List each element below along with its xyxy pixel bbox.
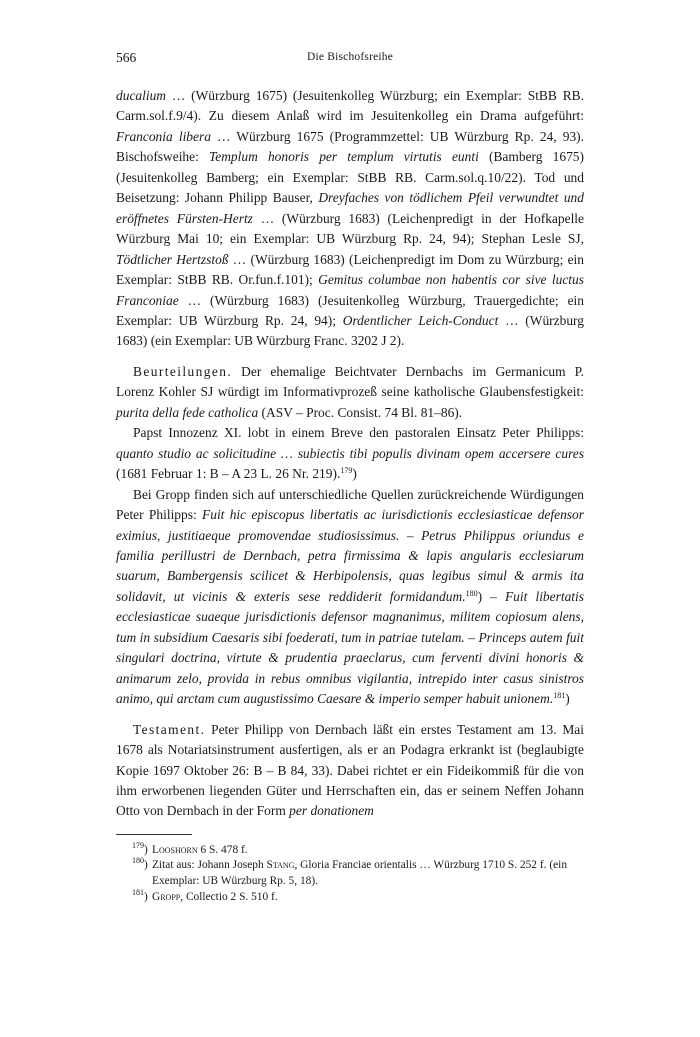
text-segment: 6 S. 478 f. bbox=[197, 843, 248, 856]
text-segment: Peter Philipp von Dernbach läßt ein erstes Testament am 13. Mai 1678 als Notariatsinstrument ausfertigen, als er an Podagra erkrankt ist (beglaubigte Kopie 1697 Oktober 26: B – B 84, 33). Dabei richtet er ein Fideikommiß für die von ihm erworbenen liegenden Güter und Herrschaften ein, das er seinem Neffen Johann Otto von Dernbach in der Form bbox=[116, 721, 584, 819]
book-page bbox=[116, 50, 584, 905]
footnote-text bbox=[152, 859, 567, 887]
text-segment: , Gloria Franciae orientalis … Würzburg 1710 S. 252 f. (ein Exemplar: UB Würzburg Rp. 5, 18). bbox=[152, 859, 568, 888]
footnote-reference: 179 bbox=[340, 466, 353, 476]
section-heading: Testament. bbox=[133, 721, 206, 737]
italic-text: quanto studio ac solicitudine … subiectis tibi populis divinam opem accersere cures bbox=[116, 445, 584, 461]
text-segment: … Würzburg 1675 (Programmzettel: UB Würzburg Rp. 24, 93). Bischofsweihe: bbox=[116, 128, 584, 165]
footnote-text bbox=[152, 891, 278, 903]
text-segment: ) – bbox=[477, 588, 505, 604]
italic-text: Ordentlicher Leich-Conduct bbox=[342, 312, 499, 328]
footnote bbox=[116, 840, 584, 859]
page-number: 566 bbox=[116, 50, 137, 65]
text-segment: , Collectio 2 S. 510 f. bbox=[180, 890, 278, 903]
text-segment: … (Würzburg 1683) (ein Exemplar: UB Würzburg Franc. 3202 J 2). bbox=[116, 312, 584, 349]
footnote-reference: 181 bbox=[553, 691, 566, 701]
footnote bbox=[116, 858, 584, 889]
footnote-number: 180 bbox=[132, 856, 144, 866]
italic-text: ducalium bbox=[116, 88, 167, 103]
paragraph-testament bbox=[116, 720, 584, 822]
text-segment: … (Würzburg 1683) (Leichenpredigt im Dom zu Würzburg; ein Exemplar: StBB RB. Or.fun.f.101); bbox=[116, 251, 584, 288]
text-segment: (1681 Februar 1: B – A 23 L. 26 Nr. 219). bbox=[116, 466, 341, 482]
footnote-text bbox=[152, 844, 248, 856]
text-segment: ) bbox=[352, 466, 357, 482]
text-segment: Zitat aus: Johann Joseph bbox=[152, 859, 267, 872]
text-segment: (Bamberg 1675) (Jesuitenkolleg Bamberg; ein Exemplar: StBB RB. Carm.sol.q.10/22). Tod und Beisetzung: Johann Philipp Bauser, bbox=[116, 149, 584, 206]
italic-text: Tödtlicher Hertzstoß bbox=[116, 251, 229, 267]
italic-text: purita della fede catholica bbox=[116, 404, 259, 420]
footnote-number: 181 bbox=[132, 887, 144, 897]
footnote-mark: $^{180}$) bbox=[132, 856, 148, 872]
italic-text: Dreyfaches von tödlichem Pfeil verwundtet und eröffnetes Fürsten-Hertz bbox=[116, 190, 584, 226]
author-name: Stang bbox=[266, 859, 295, 872]
italic-text: Templum honoris per templum virtutis eunti bbox=[209, 149, 479, 165]
italic-text: Gemitus columbae non habentis cor sive luctus Franconiae bbox=[116, 272, 584, 308]
text-segment: Papst Innozenz XI. lobt in einem Breve den pastoralen Einsatz Peter Philipps: bbox=[133, 425, 584, 441]
footnote-mark: $^{181}$) bbox=[132, 887, 148, 903]
footnote-divider bbox=[116, 834, 192, 835]
italic-text: Fuit hic episcopus libertatis ac iurisdictionis ecclesiasticae defensor eximius, justitiaeque promovendae studiosissimus. – Petrus Philippus oriundus e familia perillustri de Dernbach, petra firmissima & lapis angularis ecclesiarum suarum, Bambergensis scilicet & Herbipolensis, quas legibus simul & armis ita solidavit, ut vicinis & exteris sese reddiderit formidandum. bbox=[116, 507, 584, 604]
text-segment: (ASV – Proc. Consist. 74 Bl. 81–86). bbox=[258, 404, 463, 420]
text-segment: Bei Gropp finden sich auf unterschiedliche Quellen zurückreichende Würdigungen Peter Philipps: bbox=[116, 486, 584, 523]
text-segment: Der ehemalige Beichtvater Dernbachs im Germanicum P. Lorenz Kohler SJ würdigt im Informativprozeß seine katholische Glaubensfestigkeit: bbox=[116, 363, 584, 400]
paragraph-beurteilungen bbox=[116, 362, 584, 423]
italic-text: Fuit libertatis ecclesiasticae suaeque jurisdictionis defensor magnanimus, militem copiosum alens, tum in subsidium Caesaris sibi foederati, tum in patriae tutelam. – Princeps autem fuit singulari doctrina, virtute & prudentia praeclarus, cum ferventi divini honoris & animarum zelo, provida in rebus omnibus vigilantia, intrepido inter casus sinistros animo, qui arctam cum augustissimo Caesare & imperio semper habuit unionem. bbox=[116, 588, 584, 707]
italic-text: per donationem bbox=[289, 803, 374, 819]
footnote bbox=[116, 887, 584, 906]
footnote-reference: 180 bbox=[465, 588, 478, 598]
text-segment: … (Würzburg 1683) (Leichenpredigt in der Hofkapelle Würzburg Mai 10; ein Exemplar: UB Würzburg Rp. 24, 94); Stephan Lesle SJ, bbox=[116, 210, 584, 247]
author-name: Gropp bbox=[152, 890, 181, 903]
text-segment: ) bbox=[565, 691, 570, 707]
italic-text: Franconia libera bbox=[116, 128, 211, 144]
text-segment: … (Würzburg 1675) (Jesuitenkolleg Würzburg; ein Exemplar: StBB RB. Carm.sol.f.9/4). Zu diesem Anlaß wird im Jesuitenkolleg ein Drama aufgeführt: bbox=[116, 88, 584, 124]
section-heading: Beurteilungen. bbox=[133, 363, 233, 379]
author-name: Looshorn bbox=[152, 843, 198, 856]
running-title: Die Bischofsreihe bbox=[306, 51, 394, 63]
paragraph-innozenz bbox=[116, 423, 584, 484]
page-header bbox=[116, 50, 584, 72]
paragraph-bibliography bbox=[116, 86, 584, 352]
text-segment: … (Würzburg 1683) (Jesuitenkolleg Würzburg, Trauergedichte; ein Exemplar: UB Würzburg Rp. 24, 94); bbox=[116, 292, 584, 328]
footnote-mark: $^{179}$) bbox=[132, 840, 148, 856]
paragraph-gropp bbox=[116, 485, 584, 710]
footnote-number: 179 bbox=[132, 840, 144, 850]
